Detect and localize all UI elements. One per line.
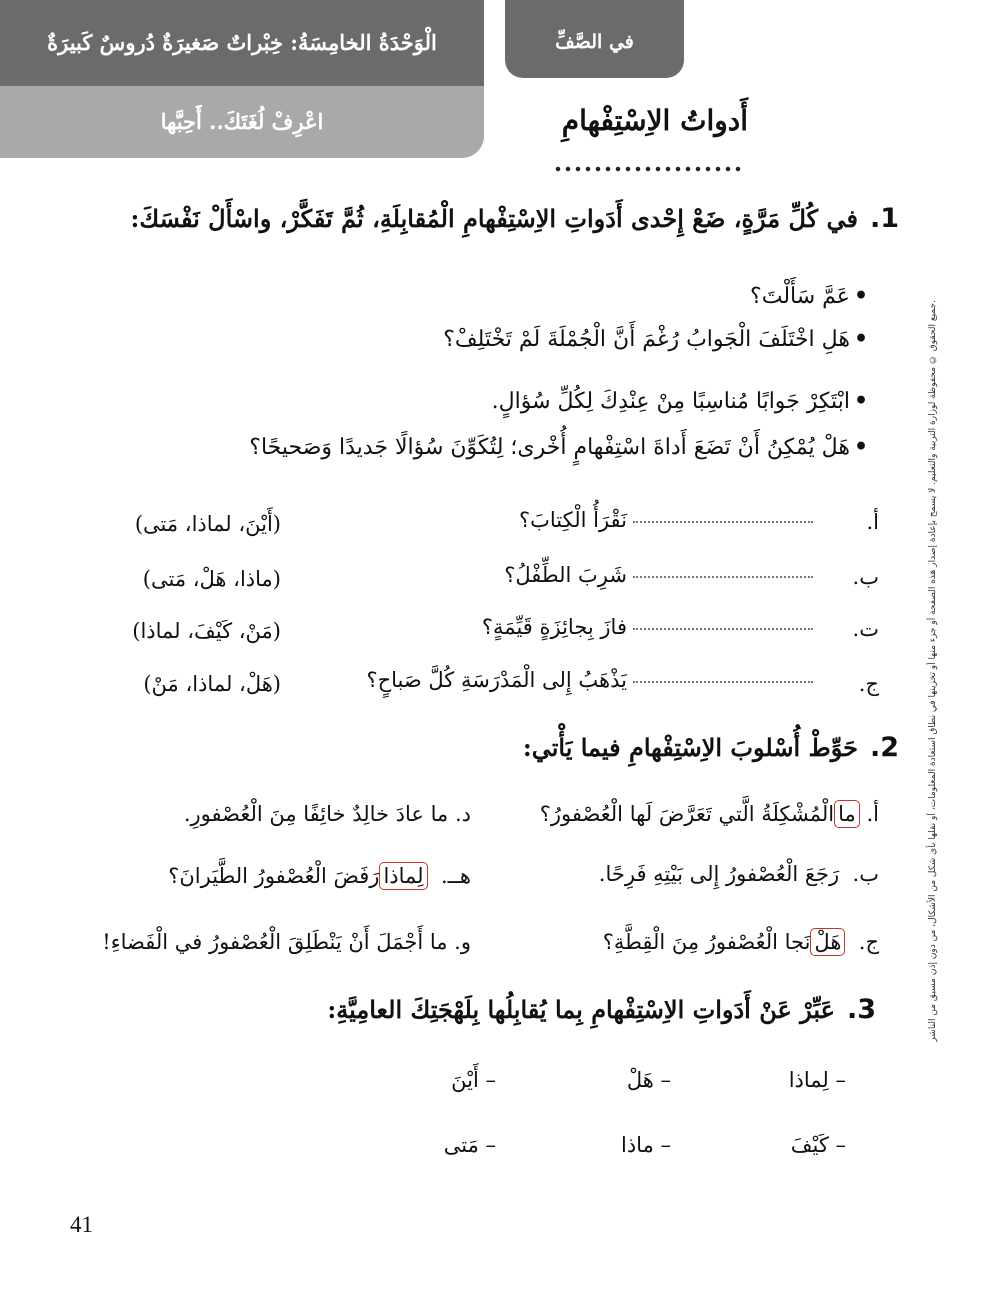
q1-row-sentence: فازَ بِجائِزَةٍ قَيِّمَةٍ؟ bbox=[482, 615, 819, 639]
q2-text: حَوِّطْ أُسْلوبَ الاِسْتِفْهامِ فيما يَأْتي: bbox=[522, 733, 858, 762]
q2-item-b: ب. رَجَعَ الْعُصْفورُ إِلى بَيْتِهِ فَرِحًا. bbox=[598, 862, 879, 886]
q2-item-c: ج. هَلْنَجا الْعُصْفورُ مِنَ الْقِطَّةِ؟ bbox=[602, 930, 879, 954]
q1-row-options: (مَنْ، كَيْفَ، لماذا) bbox=[132, 619, 281, 643]
q3-heading bbox=[327, 994, 876, 1025]
boxed-question-word: ما bbox=[834, 800, 860, 828]
q1-bullet: •هَلْ يُمْكِنُ أَنْ تَضَعَ أَداةَ اسْتِفْهامٍ أُخْرى؛ لِتُكَوِّنَ سُؤالًا جَديدًا وَصَحيحًا؟ bbox=[249, 434, 868, 460]
q2-item-d: د. ما عادَ خالِدٌ خائِفًا مِنَ الْعُصْفورِ. bbox=[183, 802, 471, 826]
boxed-question-word: لِماذا bbox=[379, 862, 427, 890]
q1-row-letter: أ. bbox=[866, 510, 879, 534]
q2-item-a: أ. ماالْمُشْكِلَةُ الَّتي تَعَرَّضَ لَها الْعُصْفورُ؟ bbox=[539, 802, 879, 826]
q1-bullet: •هَلِ اخْتَلَفَ الْجَوابُ رُغْمَ أَنَّ الْجُمْلَةَ لَمْ تَخْتَلِفْ؟ bbox=[443, 326, 868, 352]
q1-heading bbox=[99, 203, 899, 234]
q1-text: في كُلِّ مَرَّةٍ، ضَعْ إِحْدى أَدَواتِ الاِسْتِفْهامِ الْمُقابِلَةِ، ثُمَّ تَفَكَّرْ، واسْأَلْ نَفْسَكَ: bbox=[130, 204, 858, 233]
q1-row-letter: ب. bbox=[852, 565, 879, 589]
q1-row-options: (أَيْنَ، لماذا، مَتى) bbox=[134, 512, 281, 536]
unit-title-banner: الْوَحْدَةُ الخامِسَةُ: خِبْراتٌ صَغيرَةٌ دُروسٌ كَبيرَةٌ bbox=[0, 0, 484, 86]
q3-word: – مَتى bbox=[443, 1133, 496, 1157]
q1-row-sentence: شَرِبَ الطِّفْلُ؟ bbox=[504, 563, 819, 587]
q3-word: – ماذا bbox=[620, 1133, 671, 1157]
q2-item-f: و. ما أَجْمَلَ أَنْ يَنْطَلِقَ الْعُصْفورُ في الْفَضاءِ! bbox=[102, 930, 471, 954]
page-number: 41 bbox=[70, 1212, 93, 1237]
q3-word: – أَيْنَ bbox=[451, 1068, 496, 1092]
q2-heading bbox=[523, 732, 899, 763]
q1-row-options: (هَلْ، لماذا، مَنْ) bbox=[143, 672, 281, 696]
q3-word: – لِماذا bbox=[788, 1068, 846, 1092]
q3-word: – كَيْفَ bbox=[790, 1133, 846, 1157]
q1-row-sentence: يَذْهَبُ إِلى الْمَدْرَسَةِ كُلَّ صَباحٍ؟ bbox=[366, 668, 819, 692]
q2-number: 2. bbox=[869, 732, 899, 763]
q2-item-e: هــ. لِماذارَفَضَ الْعُصْفورُ الطَّيَرانَ؟ bbox=[168, 864, 471, 888]
q1-number: 1. bbox=[869, 203, 899, 234]
q1-row-letter: ج. bbox=[858, 672, 879, 696]
title-underline-dots bbox=[553, 164, 743, 174]
class-tab: في الصَّفِّ bbox=[505, 0, 684, 78]
q1-row-options: (ماذا، هَلْ، مَتى) bbox=[142, 567, 281, 591]
q1-row-sentence: نَقْرَأُ الْكِتابَ؟ bbox=[519, 508, 819, 532]
q3-word: – هَلْ bbox=[626, 1068, 671, 1092]
q3-number: 3. bbox=[846, 994, 876, 1025]
boxed-question-word: هَلْ bbox=[810, 928, 845, 956]
q1-row-letter: ت. bbox=[852, 617, 879, 641]
q3-text: عَبِّرْ عَنْ أَدَواتِ الاِسْتِفْهامِ بِما يُقابِلُها بِلَهْجَتِكَ العامِيَّةِ: bbox=[327, 995, 835, 1024]
section-banner: اعْرِفْ لُغَتَكَ.. أَحِبَّها bbox=[0, 86, 484, 158]
page-title: أَدواتُ الاِسْتِفْهامِ bbox=[561, 104, 748, 137]
q1-bullet: •ابْتَكِرْ جَوابًا مُناسِبًا مِنْ عِنْدِكَ لِكُلِّ سُؤالٍ. bbox=[491, 388, 868, 414]
copyright-note: جميع الحقوق © محفوظة لوزارة التربية والتعليم. لا يسمح بإعادة إصدار هذه الصفحة أو جزء منها أو تخزينها في نطاق استعادة المعلومات، أو نقلها بأي شكل من الأشكال، من دون إذن مسبق من الناشر. bbox=[928, 300, 938, 1042]
q1-bullet: •عَمَّ سَأَلْتَ؟ bbox=[750, 283, 868, 309]
